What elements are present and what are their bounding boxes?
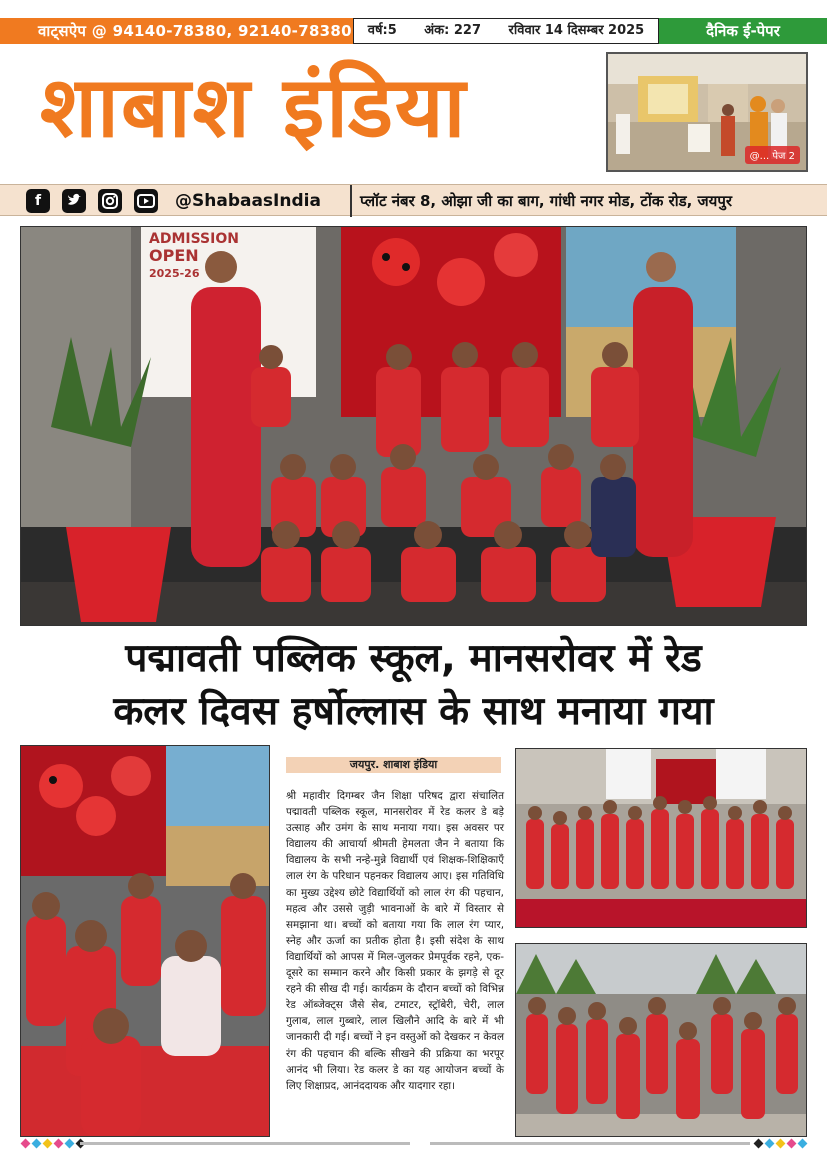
issue-date: रविवार 14 दिसम्बर 2025 (508, 23, 645, 38)
page2-thumbnail[interactable] (606, 52, 808, 172)
masthead-title: शाबाश इंडिया (40, 58, 468, 156)
main-event-photo (20, 226, 807, 626)
twitter-icon[interactable] (62, 189, 86, 213)
thumbnail-page-ref[interactable]: @... पेज 2 (745, 146, 800, 164)
edition-label: दैनिक ई-पेपर (659, 18, 827, 44)
whatsapp-contact: वाट्सऐप @ 94140-78380, 92140-78380 (0, 18, 353, 44)
article-byline: जयपुर. शाबाश इंडिया (286, 757, 501, 773)
facebook-icon[interactable]: f (26, 189, 50, 213)
volume-label: वर्ष:5 (367, 23, 397, 38)
office-address: प्लॉट नंबर 8, ओझा जी का बाग, गांधी नगर मोड, टोंक रोड, जयपुर (350, 185, 732, 217)
footer-divider-left (80, 1142, 410, 1145)
footer-ornament-left (22, 1138, 84, 1148)
left-event-photo (20, 745, 270, 1137)
headline-line-1: पद्मावती पब्लिक स्कूल, मानसरोवर में रेड (125, 636, 702, 681)
issue-number: अंक: 227 (424, 23, 482, 38)
issue-info (353, 18, 659, 44)
group-photo-standing (515, 943, 807, 1137)
instagram-icon[interactable] (98, 189, 122, 213)
footer-divider-right (430, 1142, 750, 1145)
social-handle[interactable]: @ShabaasIndia (175, 191, 321, 211)
social-bar (0, 184, 827, 216)
article-body: श्री महावीर दिगम्बर जैन शिक्षा परिषद द्वारा संचालित पद्मावती पब्लिक स्कूल, मानसरोवर में रेड कलर डे बड़े उत्साह और उमंग के साथ मनाया गया। इस अवसर पर विद्यालय की आचार्या श्रीमती हेमलता जैन ने बताया कि विद्यालय के सभी नन्हे-मुन्ने विद्यार्थी एवं शिक्षक-शिक्षिकाएँ लाल रंग के परिधान पहनकर विद्यालय आए। इस गतिविधि का मुख्य उद्देश्य छोटे विद्यार्थियों को लाल रंग की पहचान, महत्व और उससे जुड़ी भावनाओं के बारे में विस्तार से समझाना था। बच्चों को बताया गया कि लाल रंग प्यार, स्नेह और ऊर्जा का प्रतीक होता है। इसी संदेश के साथ विद्यार्थियों को आपस में मिल-जुलकर प्रेमपूर्वक रहने, एक-दूसरे का सम्मान करने और किसी प्रकार के झगड़े से दूर रहने की सीख दी गई। कार्यक्रम के दौरान बच्चों को विभिन्न रेड ऑब्जेक्ट्स जैसे सेब, टमाटर, स्ट्रॉबेरी, चेरी, लाल गुलाब, लाल गुब्बारे, लाल खिलौने आदि के बारे में भी जानकारी दी गई। बच्चों ने इन वस्तुओं को देखकर न केवल रंग की पहचान की बल्कि सीखने की प्रक्रिया का भरपूर आनंद भी लिया। रेड कलर डे का यह आयोजन बच्चों के लिए शिक्षाप्रद, आनंददायक और यादगार रहा। (286, 790, 504, 1092)
article-headline (0, 632, 827, 738)
admission-banner-year: 2025-26 (149, 267, 200, 280)
youtube-icon[interactable] (134, 189, 158, 213)
footer-ornament-right (755, 1138, 806, 1148)
admission-banner-text: ADMISSION (149, 231, 239, 247)
headline-line-2: कलर दिवस हर्षोल्लास के साथ मनाया गया (113, 689, 714, 734)
admission-banner-text-2: OPEN (149, 246, 199, 265)
group-photo-seated (515, 748, 807, 928)
